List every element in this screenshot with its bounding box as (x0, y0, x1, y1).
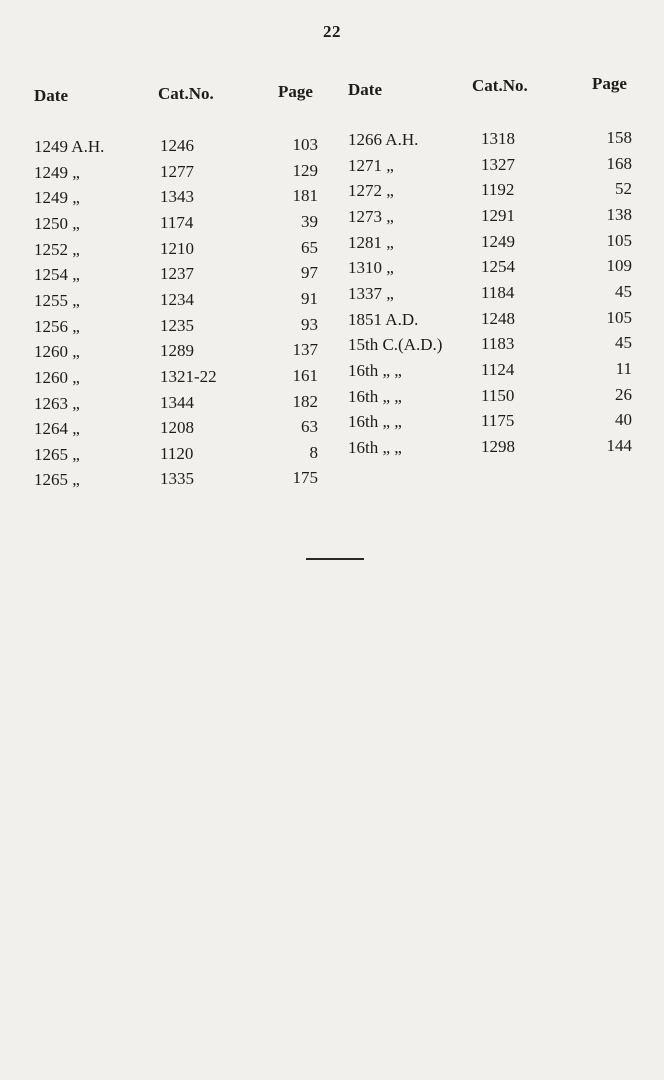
right-date-cell: 16th „ „ (348, 386, 402, 406)
left-cat-no-cell: 1335 (160, 469, 194, 489)
right-cat-no-cell: 1150 (481, 385, 515, 405)
left-page-cell: 91 (301, 288, 318, 308)
right-page-cell: 138 (606, 204, 632, 224)
right-page-cell: 52 (615, 179, 632, 199)
left-cat-no-cell: 1246 (160, 136, 194, 155)
left-header-date: Date (34, 86, 68, 105)
right-page-cell: 11 (615, 358, 632, 378)
right-page-cell: 45 (615, 281, 632, 301)
right-page-cell: 105 (606, 307, 632, 327)
right-date-cell: 16th „ „ (348, 360, 402, 380)
right-cat-no-cell: 1124 (481, 359, 515, 379)
left-cat-no-cell: 1321-22 (160, 366, 217, 386)
right-cat-no-cell: 1249 (481, 231, 515, 251)
left-date-cell: 1260 „ (34, 367, 80, 387)
right-date-cell: 1281 „ (348, 232, 394, 252)
left-page-cell: 103 (292, 135, 318, 154)
right-cat-no-cell: 1291 (481, 205, 515, 225)
left-date-cell: 1252 „ (34, 239, 80, 259)
left-header-page: Page (278, 82, 313, 101)
left-page-cell: 181 (292, 186, 318, 206)
right-page-cell: 45 (615, 333, 632, 353)
left-page-cell: 63 (301, 417, 318, 437)
right-page-cell: 158 (606, 128, 632, 147)
right-date-cell: 16th „ „ (348, 437, 402, 457)
right-page-cell: 168 (606, 153, 632, 173)
left-page-cell: 39 (301, 211, 318, 231)
left-date-cell: 1250 „ (34, 213, 80, 233)
right-page-cell: 109 (606, 256, 632, 276)
left-cat-no-cell: 1277 (160, 161, 194, 181)
right-date-cell: 1272 „ (348, 181, 394, 201)
right-cat-no-cell: 1248 (481, 308, 515, 328)
right-header-cat-no: Cat.No. (472, 76, 528, 95)
left-date-cell: 1249 „ (34, 162, 80, 182)
left-cat-no-cell: 1120 (160, 443, 194, 463)
left-page-cell: 182 (292, 391, 318, 411)
right-page-cell: 144 (606, 435, 632, 455)
right-date-cell: 1337 „ (348, 283, 394, 303)
right-header-page: Page (592, 74, 627, 93)
right-cat-no-cell: 1318 (481, 129, 515, 148)
right-date-cell: 1310 „ (348, 258, 394, 278)
left-date-cell: 1254 „ (34, 265, 80, 285)
left-page-cell: 137 (292, 340, 318, 360)
left-page-cell: 161 (292, 365, 318, 385)
left-page-cell: 65 (301, 237, 318, 257)
right-cat-no-cell: 1254 (481, 257, 515, 277)
left-date-cell: 1256 „ (34, 316, 80, 336)
left-date-cell: 1249 „ (34, 188, 80, 208)
right-date-cell: 15th C.(A.D.) (348, 335, 443, 355)
left-date-cell: 1260 „ (34, 342, 80, 362)
right-cat-no-cell: 1298 (481, 436, 515, 456)
right-date-cell: 1266 A.H. (348, 130, 419, 149)
left-page-cell: 175 (292, 468, 318, 488)
left-cat-no-cell: 1210 (160, 238, 194, 258)
left-cat-no-cell: 1174 (160, 212, 194, 232)
right-cat-no-cell: 1327 (481, 154, 515, 174)
right-page-cell: 105 (606, 230, 632, 250)
right-cat-no-cell: 1183 (481, 334, 515, 354)
left-cat-no-cell: 1344 (160, 392, 194, 412)
left-page-cell: 129 (292, 160, 318, 180)
left-page-cell: 93 (301, 314, 318, 334)
left-cat-no-cell: 1343 (160, 187, 194, 207)
left-page-cell: 8 (309, 442, 318, 462)
right-date-cell: 16th „ „ (348, 412, 402, 432)
right-page-cell: 26 (615, 384, 632, 404)
left-cat-no-cell: 1234 (160, 289, 194, 309)
left-cat-no-cell: 1289 (160, 341, 194, 361)
end-rule (306, 558, 364, 560)
left-date-cell: 1265 „ (34, 470, 80, 490)
left-date-cell: 1249 A.H. (34, 137, 105, 156)
right-cat-no-cell: 1192 (481, 180, 515, 200)
left-date-cell: 1263 „ (34, 393, 80, 413)
page-number: 22 (323, 22, 341, 41)
right-page-cell: 40 (615, 410, 632, 430)
right-header-date: Date (348, 80, 382, 99)
left-date-cell: 1255 „ (34, 290, 80, 310)
right-date-cell: 1851 A.D. (348, 309, 419, 329)
left-cat-no-cell: 1237 (160, 264, 194, 284)
left-cat-no-cell: 1208 (160, 418, 194, 438)
left-page-cell: 97 (301, 263, 318, 283)
right-cat-no-cell: 1184 (481, 282, 515, 302)
right-date-cell: 1273 „ (348, 206, 394, 226)
right-date-cell: 1271 „ (348, 155, 394, 175)
left-date-cell: 1264 „ (34, 419, 80, 439)
right-cat-no-cell: 1175 (481, 411, 515, 431)
left-date-cell: 1265 „ (34, 444, 80, 464)
left-header-cat-no: Cat.No. (158, 84, 214, 103)
left-cat-no-cell: 1235 (160, 315, 194, 335)
